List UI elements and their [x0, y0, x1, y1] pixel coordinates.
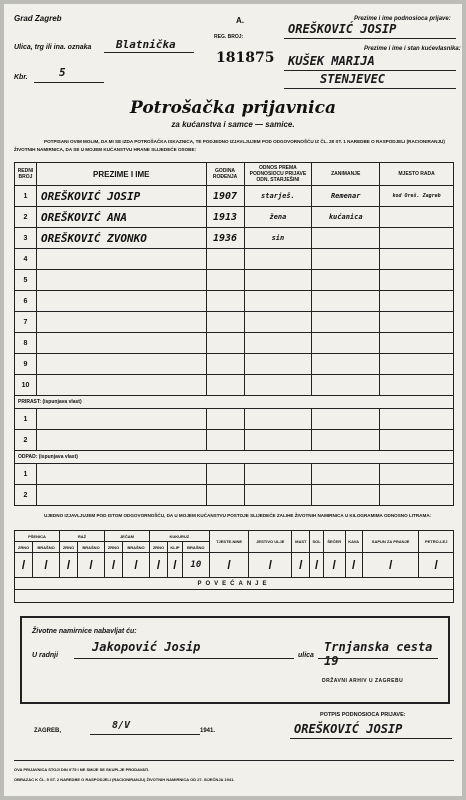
- footer-divider: [14, 760, 454, 761]
- street-underline: [104, 52, 194, 53]
- reg-number-label: REG. BROJ:: [214, 34, 244, 40]
- table-row: 8: [15, 333, 454, 354]
- city-label: Grad Zagreb: [14, 14, 62, 23]
- supplies-table: [14, 530, 454, 603]
- street-label-2: ulica: [298, 652, 314, 659]
- signature-value[interactable]: OREŠKOVIĆ JOSIP: [294, 722, 403, 736]
- supplies-increase-values-row: [15, 590, 454, 603]
- landlord-underline-2: [284, 88, 456, 89]
- landlord-label: Prezime i ime i stan kućevlasnika:: [364, 46, 461, 52]
- table-row: 6: [15, 291, 454, 312]
- street-value[interactable]: Blatnička: [116, 38, 176, 51]
- landlord-value-line1[interactable]: KUŠEK MARIJA: [288, 54, 375, 68]
- table-row: 5: [15, 270, 454, 291]
- applicant-name-label: Prezime i ime podnosioca prijave:: [354, 16, 451, 22]
- street-label: Ulica, trg ili ina. oznaka: [14, 44, 92, 51]
- table-row: 4: [15, 249, 454, 270]
- shop-label: U radnji: [32, 652, 59, 659]
- departures-section-header: ODPAD: (ispunjava vlast): [15, 451, 454, 464]
- departure-row: 1: [15, 464, 454, 485]
- table-row: 10: [15, 375, 454, 396]
- applicant-underline: [284, 38, 456, 39]
- table-row: 9: [15, 354, 454, 375]
- signature-underline: [290, 738, 452, 739]
- shop-street-underline: [318, 658, 438, 659]
- date-underline: [90, 734, 200, 735]
- footnote-line-1: OVA PRIJAVNICA STOJI DIN 0'75 I NE SMIJE SE SKUPLJE PRODAVATI.: [14, 767, 150, 772]
- supplies-text: UJEDNO IZJAVLJUJEM POD ISTOM ODGOVORNOŠĆU, DA U MOJEM KUĆANSTVU POSTOJE SLIJEDEĆE ZALIHE ŽIVOTNIH NAMIRNICA U KILOGRAMIMA ODNOSNO LITRAMA:: [44, 513, 432, 518]
- house-number-label: Kbr.: [14, 74, 28, 81]
- supplies-subheader: ZRNO BRAŠNO ZRNO BRAŠNO ZRNO BRAŠNO ZRNO KLIP BRAŠNO: [15, 542, 454, 553]
- purchase-box: [20, 616, 450, 704]
- landlord-underline-1: [284, 70, 456, 71]
- intro-text: POTPISANI OVIM MOLIM, DA MI SE IZDA POTROŠAČKA ISKAZNICA, TE PODJEDNO IZJAVLJUJEM POD ODGOVORNOŠĆU IZ ČL. 28 ST. 1 NAREDBE O RASPODJELI (RACIONIRANJU) ŽIVOTNIH NAMIRNICA, DA SE U MOJEM KUĆANSTVU HRANE SLIJEDEĆE OSOBE:: [14, 139, 445, 152]
- table-row: 1 OREŠKOVIĆ JOSIP 1907 starješ. Remenar kod Oreš. Zagreb: [15, 186, 454, 207]
- table-row: 2 OREŠKOVIĆ ANA 1913 žena kućanica: [15, 207, 454, 228]
- household-table-header: [15, 163, 454, 186]
- arrivals-section-header: PRIRAST: (ispunjava vlast): [15, 396, 454, 409]
- arrival-row: 2: [15, 430, 454, 451]
- supplies-group-header: PŠENICA RAŽ JEČAM KUKURUZ TJESTE-NINE JESTIVO ULJE MAST SOL ŠEĆER KAVA SAPUN ZA PRANJE PETRO-LEJ: [15, 531, 454, 542]
- col-header-workplace: MJESTO RADA: [380, 163, 454, 186]
- table-row: 7: [15, 312, 454, 333]
- house-number-value[interactable]: 5: [59, 66, 66, 79]
- supplies-values-row: / / / / / / / / 10 / / / / / / / /: [15, 553, 454, 578]
- shop-underline: [74, 658, 294, 659]
- shop-owner-value[interactable]: Jakopović Josip: [92, 640, 201, 654]
- house-number-underline: [34, 82, 104, 83]
- landlord-value-line2[interactable]: STENJEVEC: [320, 72, 386, 86]
- year-suffix: 1941.: [200, 728, 216, 734]
- form-page: [4, 4, 462, 796]
- purchase-label: Životne namirnice nabavljat ću:: [32, 628, 137, 635]
- table-row: 3 OREŠKOVIĆ ZVONKO 1936 sin: [15, 228, 454, 249]
- signature-label: POTPIS PODNOSIOCA PRIJAVE:: [320, 712, 406, 718]
- date-value[interactable]: 8/V: [112, 720, 131, 731]
- place-label: ZAGREB,: [34, 728, 61, 734]
- arrival-row: 1: [15, 409, 454, 430]
- form-title: Potrošačka prijavnica: [130, 98, 336, 118]
- shop-street-value[interactable]: Trnjanska cesta 19: [324, 640, 433, 668]
- departure-row: 2: [15, 485, 454, 506]
- col-header-relation: ODNOS PREMA PODNOSIOCU PRIJAVE ODN. STARJEŠINI: [244, 163, 312, 186]
- form-subtitle: za kućanstva i samce — samice.: [171, 120, 295, 129]
- col-header-birth-year: GODINA ROĐENJA: [206, 163, 244, 186]
- applicant-name-value[interactable]: OREŠKOVIĆ JOSIP: [288, 22, 397, 36]
- archive-stamp: DRŽAVNI ARHIV U ZAGREBU: [322, 678, 404, 684]
- supplies-increase-row: POVEĆANJE: [15, 578, 454, 590]
- reg-number: 181875: [216, 50, 275, 66]
- form-letter: A.: [236, 16, 244, 25]
- footnote-line-2: OBRAZAC K ČL. 5 ST. 2 NAREDBE O RASPODJELI (RACIONIRANJU) ŽIVOTNIH NAMIRNICA OD 27. SIJEČNJA 1941.: [14, 777, 235, 782]
- col-header-occupation: ZANIMANJE: [312, 163, 380, 186]
- col-header-name: PREZIME I IME: [36, 163, 206, 186]
- col-header-number: REDNI BROJ: [15, 163, 37, 186]
- household-table: [14, 162, 454, 506]
